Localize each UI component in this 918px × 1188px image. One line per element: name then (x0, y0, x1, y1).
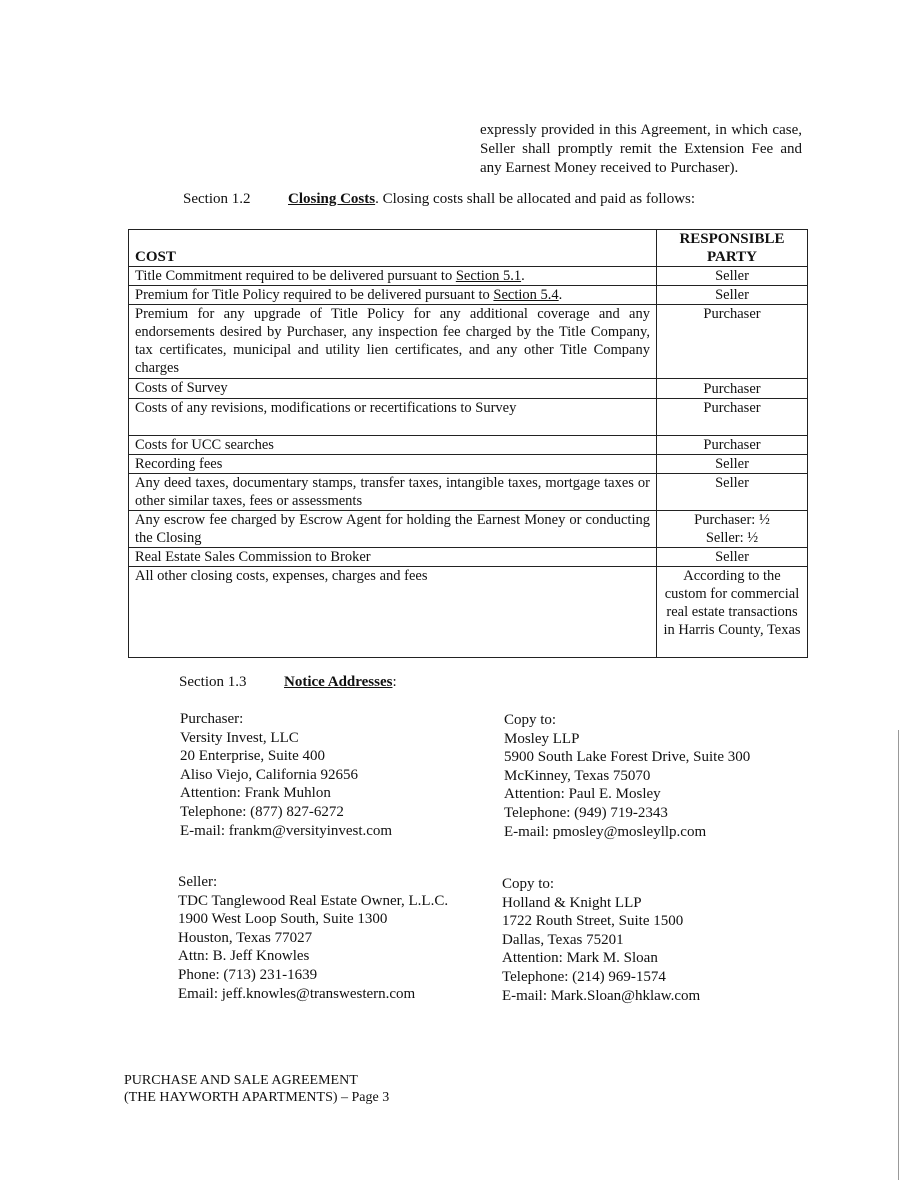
address-line: Attn: B. Jeff Knowles (178, 948, 310, 965)
table-row (129, 305, 808, 379)
cost-tail: . (558, 287, 563, 303)
party-cell: Purchaser (657, 305, 808, 379)
table-row (129, 436, 808, 455)
address-line: Copy to: (502, 876, 555, 892)
cost-cell: Costs of any revisions, modifications or recertifications to Survey (129, 399, 657, 436)
address-line: Dallas, Texas 75201 (502, 931, 624, 948)
section-number: Section 1.3 (179, 674, 247, 690)
footer-line: (THE HAYWORTH APARTMENTS) – Page 3 (124, 1090, 390, 1105)
section-1-2-heading (183, 191, 695, 208)
seller-address (178, 873, 448, 1003)
party-cell: Seller (657, 474, 808, 511)
purchaser-copy-address (504, 711, 750, 841)
section-ref: Section 5.1 (455, 268, 522, 284)
cost-text: Premium for Title Policy required to be delivered pursuant to (135, 287, 494, 303)
address-line: Email: jeff.knowles@transwestern.com (178, 985, 416, 1002)
address-line: E-mail: pmosley@mosleyllp.com (504, 823, 707, 840)
address-line: Attention: Mark M. Sloan (502, 950, 658, 967)
section-ref: Section 5.4 (493, 287, 559, 303)
address-line: Attention: Paul E. Mosley (504, 786, 661, 803)
cost-cell (129, 267, 657, 286)
address-line: Seller: (178, 874, 218, 890)
section-text: . Closing costs shall be allocated and paid as follows: (375, 191, 696, 207)
table-row (129, 399, 808, 436)
table-row (129, 548, 808, 567)
address-line: Telephone: (214) 969-1574 (502, 968, 666, 985)
header-party: RESPONSIBLE PARTY (657, 230, 808, 267)
table-header-row (129, 230, 808, 267)
address-line: Holland & Knight LLP (502, 894, 642, 911)
carryover-paragraph: expressly provided in this Agreement, in which case, Seller shall promptly remit the Extension Fee and any Earnest Money received to Purchaser). (480, 122, 802, 176)
party-cell: Seller (657, 267, 808, 286)
section-title: Notice Addresses (284, 674, 393, 690)
cost-text: Title Commitment required to be delivered pursuant to (135, 268, 456, 284)
address-line: 20 Enterprise, Suite 400 (180, 748, 325, 765)
address-line: Mosley LLP (504, 730, 580, 747)
party-cell: Seller (657, 455, 808, 474)
party-cell: Purchaser (657, 379, 808, 399)
address-line: 5900 South Lake Forest Drive, Suite 300 (504, 749, 751, 766)
cost-cell: Any escrow fee charged by Escrow Agent for holding the Earnest Money or conducting the Closing (129, 511, 657, 548)
footer-line: PURCHASE AND SALE AGREEMENT (124, 1073, 358, 1088)
address-line: Copy to: (504, 712, 557, 728)
address-line: Aliso Viejo, California 92656 (180, 766, 358, 783)
cost-cell: Recording fees (129, 455, 657, 474)
table-row (129, 379, 808, 399)
party-cell (657, 511, 808, 548)
cost-cell: Any deed taxes, documentary stamps, transfer taxes, intangible taxes, mortgage taxes or other similar taxes, fees or assessments (129, 474, 657, 511)
seller-copy-address (502, 875, 700, 1005)
scan-edge-line (898, 730, 899, 1180)
address-line: E-mail: frankm@versityinvest.com (180, 822, 393, 839)
party-line: Seller: ½ (705, 530, 759, 546)
cost-cell: Costs for UCC searches (129, 436, 657, 455)
page-footer (124, 1072, 389, 1106)
closing-costs-table (128, 229, 808, 658)
address-line: Telephone: (949) 719-2343 (504, 804, 668, 821)
table-row (129, 511, 808, 548)
cost-cell: Real Estate Sales Commission to Broker (129, 548, 657, 567)
address-line: McKinney, Texas 75070 (504, 767, 651, 784)
section-title: Closing Costs (288, 191, 376, 207)
address-line: Houston, Texas 77027 (178, 929, 313, 946)
address-line: Phone: (713) 231-1639 (178, 966, 318, 983)
address-line: TDC Tanglewood Real Estate Owner, L.L.C. (178, 892, 449, 909)
party-cell: Seller (657, 286, 808, 305)
cost-cell: All other closing costs, expenses, charges and fees (129, 567, 657, 658)
purchaser-address (180, 710, 392, 840)
table-row (129, 474, 808, 511)
party-line: Purchaser: ½ (694, 512, 770, 528)
party-cell: Purchaser (657, 399, 808, 436)
cost-cell: Costs of Survey (129, 379, 657, 399)
party-cell: According to the custom for commercial real estate transactions in Harris County, Texas (657, 567, 808, 658)
cost-cell (129, 286, 657, 305)
address-line: 1722 Routh Street, Suite 1500 (502, 913, 684, 930)
section-number: Section 1.2 (183, 191, 251, 207)
section-1-3-heading (179, 674, 397, 691)
address-line: Attention: Frank Muhlon (180, 785, 331, 802)
party-cell: Purchaser (657, 436, 808, 455)
address-line: Purchaser: (180, 711, 244, 727)
table-row (129, 567, 808, 658)
address-line: 1900 West Loop South, Suite 1300 (178, 911, 388, 928)
header-cost: COST (129, 230, 657, 267)
address-line: E-mail: Mark.Sloan@hklaw.com (502, 987, 701, 1004)
table-row (129, 455, 808, 474)
cost-cell: Premium for any upgrade of Title Policy for any additional coverage and any endorsements desired by Purchaser, any inspection fee charged by the Title Company, tax certificates, municipal and utility lien certificates, and any other Title Company charges (129, 305, 657, 379)
cost-tail: . (521, 268, 525, 284)
table-row (129, 267, 808, 286)
party-cell: Seller (657, 548, 808, 567)
address-line: Versity Invest, LLC (180, 729, 299, 746)
table-row (129, 286, 808, 305)
address-line: Telephone: (877) 827-6272 (180, 803, 344, 820)
section-tail: : (392, 674, 397, 690)
